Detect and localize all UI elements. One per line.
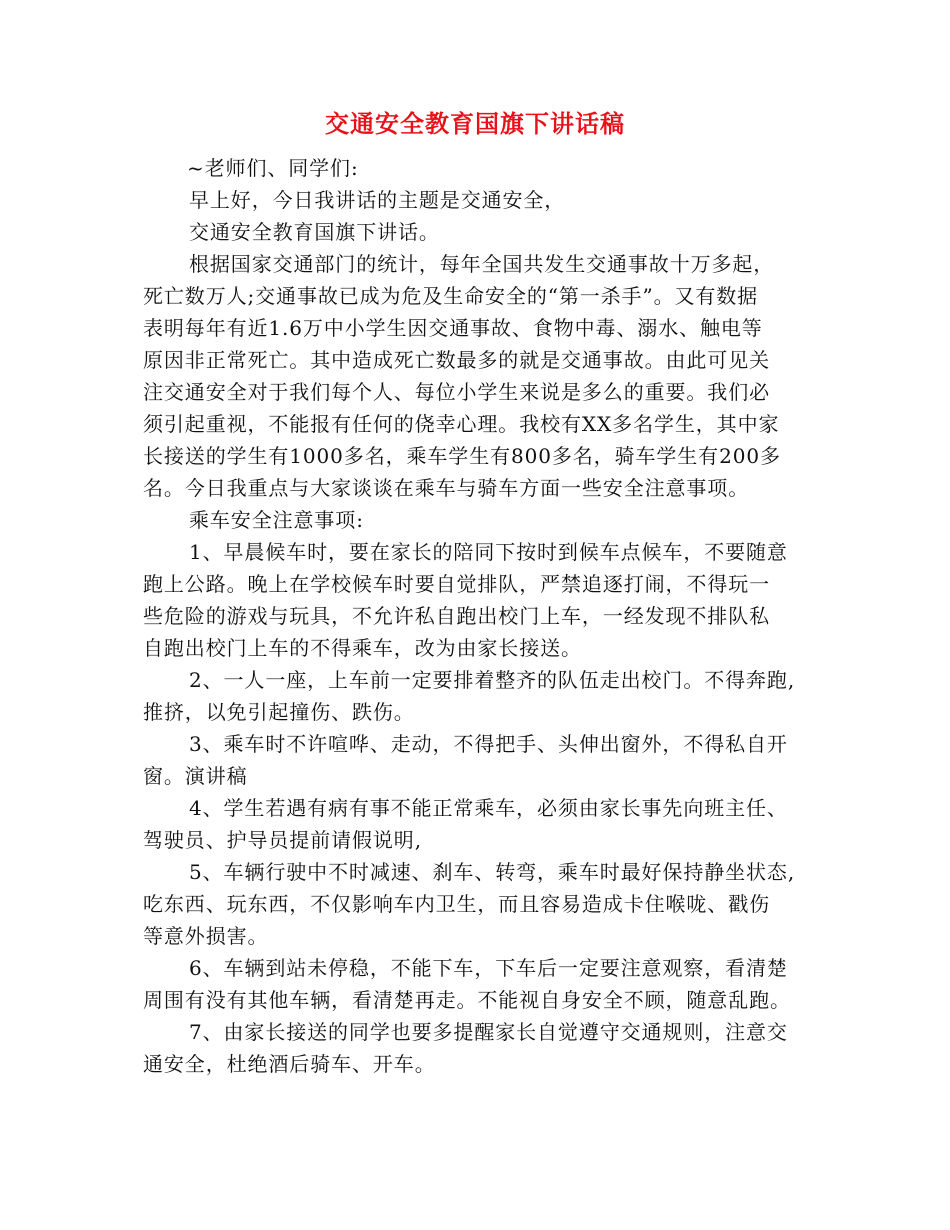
paragraph-line: 名。今日我重点与大家谈谈在乘车与骑车方面一些安全注意事项。 — [143, 476, 750, 500]
paragraph-line: 些危险的游戏与玩具，不允许私自跑出校门上车，一经发现不排队私 — [143, 604, 770, 628]
paragraph-line: 窗。演讲稿 — [143, 764, 248, 788]
paragraph-line: 驾驶员、护导员提前请假说明, — [143, 828, 422, 852]
paragraph — [143, 184, 823, 216]
paragraph-line: 原因非正常死亡。其中造成死亡数最多的就是交通事故。由此可见关 — [143, 348, 770, 372]
paragraph-line: 乘车安全注意事项: — [189, 508, 364, 532]
paragraph-line: 交通安全教育国旗下讲话。 — [189, 220, 440, 244]
paragraph-line: 推挤，以免引起撞伤、跌伤。 — [143, 700, 415, 724]
paragraph-line: 表明每年有近1.6万中小学生因交通事故、食物中毒、溺水、触电等 — [143, 316, 763, 340]
paragraph-line: 周围有没有其他车辆，看清楚再走。不能视自身安全不顾，随意乱跑。 — [143, 988, 791, 1012]
paragraph-line: 5、车辆行驶中不时减速、刹车、转弯，乘车时最好保持静坐状态, — [189, 860, 796, 884]
paragraph-line: 自跑出校门上车的不得乘车，改为由家长接送。 — [143, 636, 582, 660]
paragraph-line: 6、车辆到站未停稳，不能下车，下车后一定要注意观察，看清楚 — [189, 956, 788, 980]
document-title: 交通安全教育国旗下讲话稿 — [325, 109, 625, 138]
paragraph — [143, 152, 823, 184]
paragraph — [143, 248, 823, 504]
paragraph — [143, 792, 823, 856]
paragraph — [143, 216, 823, 248]
paragraph-line: 早上好，今日我讲话的主题是交通安全， — [189, 188, 566, 212]
paragraph — [143, 1016, 823, 1080]
document-body — [143, 152, 823, 1080]
paragraph-line: 7、由家长接送的同学也要多提醒家长自觉遵守交通规则，注意交 — [189, 1020, 788, 1044]
paragraph-line: 等意外损害。 — [143, 924, 269, 948]
paragraph-line: 须引起重视，不能报有任何的侥幸心理。我校有XX多名学生，其中家 — [143, 412, 780, 436]
paragraph-line: 吃东西、玩东西，不仅影响车内卫生，而且容易造成卡住喉咙、戳伤 — [143, 892, 770, 916]
paragraph-line: 长接送的学生有1000多名，乘车学生有800多名，骑车学生有200多 — [143, 444, 781, 468]
paragraph-line: 死亡数万人;交通事故已成为危及生命安全的“第一杀手”。又有数据 — [143, 284, 759, 308]
paragraph-line: 注交通安全对于我们每个人、每位小学生来说是多么的重要。我们必 — [143, 380, 770, 404]
paragraph-line: 通安全，杜绝酒后骑车、开车。 — [143, 1052, 436, 1076]
paragraph-line: 1、早晨候车时，要在家长的陪同下按时到候车点候车，不要随意 — [189, 540, 788, 564]
paragraph — [143, 952, 823, 1016]
paragraph — [143, 664, 823, 728]
paragraph — [143, 728, 823, 792]
paragraph-line: 跑上公路。晚上在学校候车时要自觉排队，严禁追逐打闹，不得玩一 — [143, 572, 770, 596]
paragraph-line: 根据国家交通部门的统计，每年全国共发生交通事故十万多起， — [189, 252, 775, 276]
paragraph-line: 3、乘车时不许喧哗、走动，不得把手、头伸出窗外，不得私自开 — [189, 732, 788, 756]
paragraph-line: 2、一人一座，上车前一定要排着整齐的队伍走出校门。不得奔跑, — [189, 668, 796, 692]
paragraph — [143, 536, 823, 664]
paragraph-line: 4、学生若遇有病有事不能正常乘车，必须由家长事先向班主任、 — [189, 796, 788, 820]
paragraph — [143, 504, 823, 536]
paragraph — [143, 856, 823, 952]
paragraph-line: ~老师们、同学们: — [187, 156, 359, 180]
